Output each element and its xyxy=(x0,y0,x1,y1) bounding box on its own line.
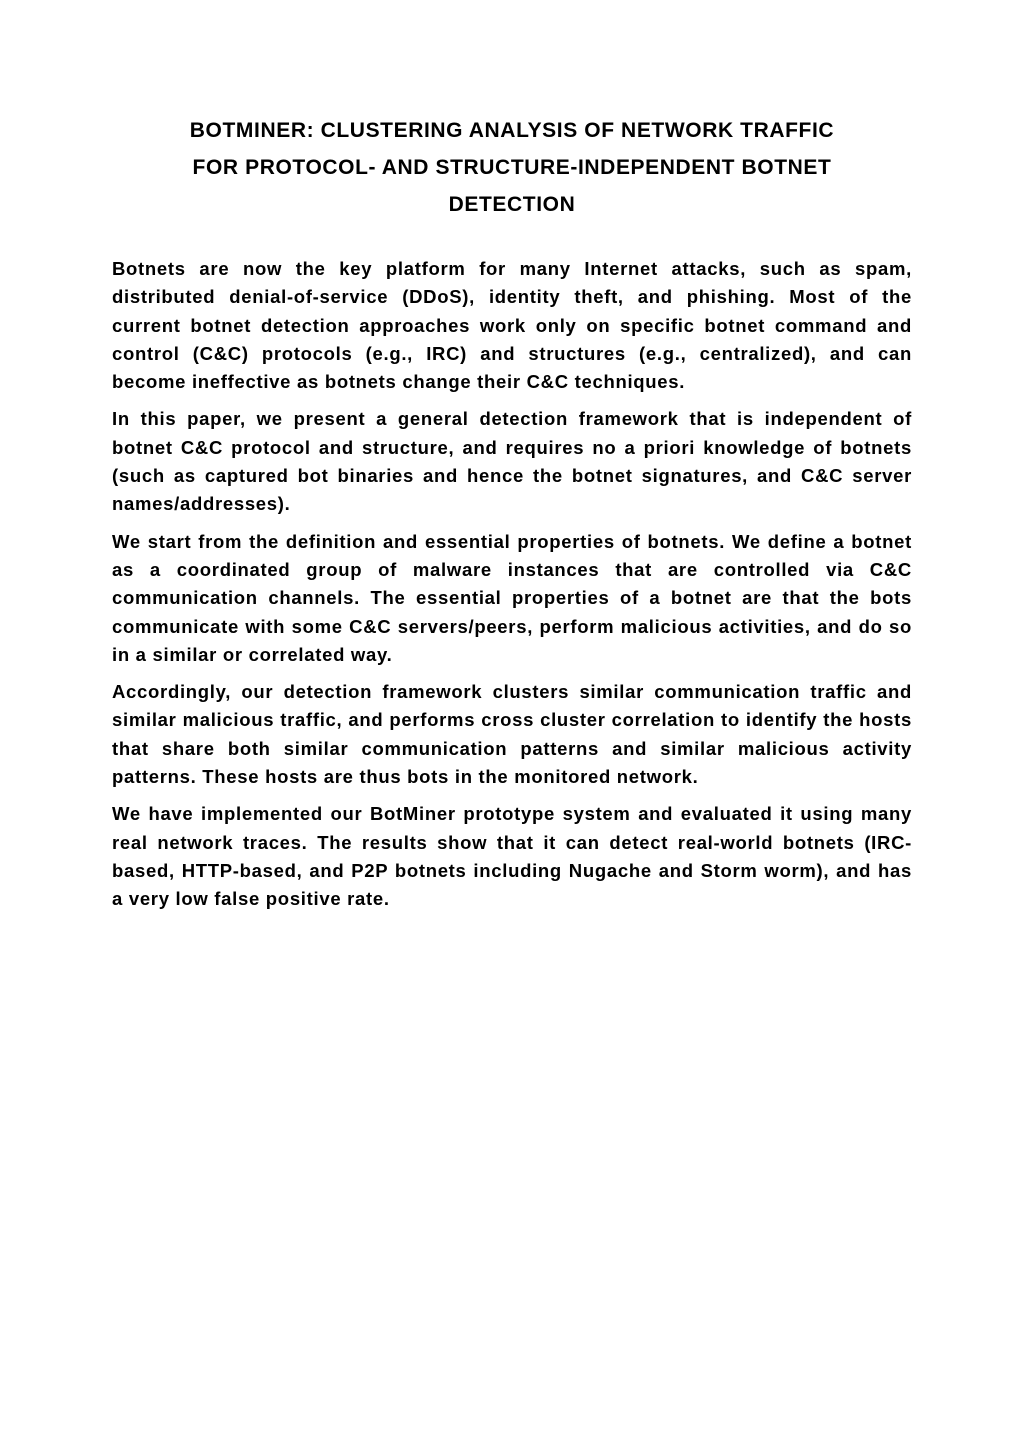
title-line: FOR PROTOCOL- AND STRUCTURE-INDEPENDENT BOTNET xyxy=(192,156,832,179)
abstract-paragraph: We start from the definition and essential properties of botnets. We define a botnet as a coordinated group of malware instances that are controlled via C&C communication channels. The essential properties of a botnet are that the bots communicate with some C&C servers/peers, perform malicious activities, and do so in a similar or correlated way. xyxy=(112,530,912,665)
abstract-paragraph: We have implemented our BotMiner prototype system and evaluated it using many real network traces. The results show that it can detect real-world botnets (IRC-based, HTTP-based, and P2P botnets including Nugache and Storm worm), and has a very low false positive rate. xyxy=(112,803,912,910)
abstract-paragraph: In this paper, we present a general detection framework that is independent of botnet C&C protocol and structure, and requires no a priori knowledge of botnets (such as captured bot binaries and hence the botnet signatures, and C&C server names/addresses). xyxy=(112,408,912,515)
abstract-paragraph: Botnets are now the key platform for many Internet attacks, such as spam, distributed denial-of-service (DDoS), identity theft, and phishing. Most of the current botnet detection approaches work only on specific botnet command and control (C&C) protocols (e.g., IRC) and structures (e.g., centralized), and can become ineffective as botnets change their C&C techniques. xyxy=(112,258,912,393)
title-line: DETECTION xyxy=(448,193,576,216)
abstract-paragraph: Accordingly, our detection framework clusters similar communication traffic and similar malicious traffic, and performs cross cluster correlation to identify the hosts that share both similar communication patterns and similar malicious activity patterns. These hosts are thus bots in the monitored network. xyxy=(112,681,912,788)
title-line: BOTMINER: CLUSTERING ANALYSIS OF NETWORK TRAFFIC xyxy=(189,119,835,142)
abstract-body xyxy=(112,255,912,923)
paper-title xyxy=(112,112,912,223)
